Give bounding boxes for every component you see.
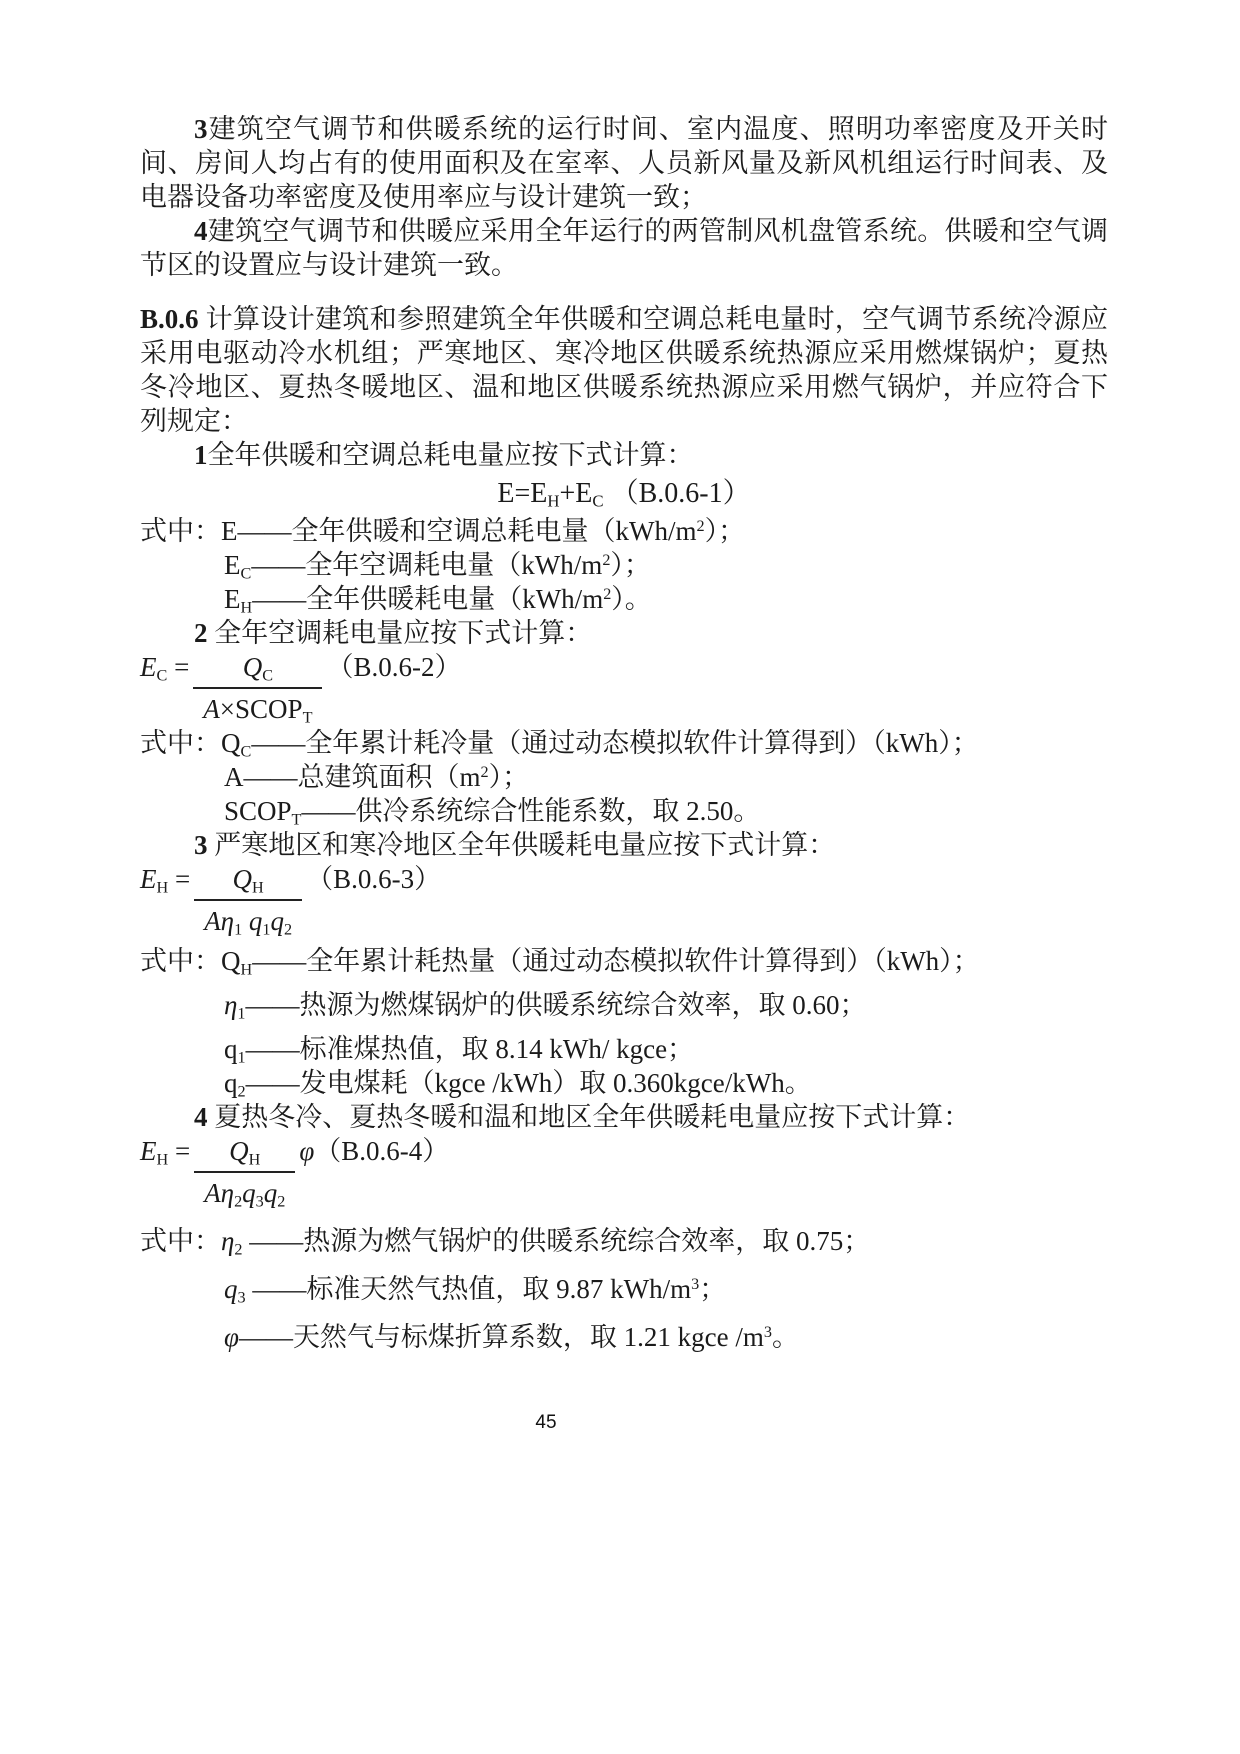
document-content bbox=[140, 112, 1108, 1354]
bold-label: B.0.6 bbox=[140, 304, 199, 334]
fraction-numerator: $Q_H$ bbox=[232, 864, 264, 897]
formula-number: （B.0.6-3） bbox=[306, 864, 442, 894]
bold-label: 3 bbox=[194, 114, 208, 144]
bold-label: 1 bbox=[194, 440, 208, 470]
fraction-numerator: $Q_C$ bbox=[242, 652, 274, 685]
fraction-denominator: $A\eta_2q_3q_2$ bbox=[194, 1171, 295, 1210]
item-3: 3 严寒地区和寒冷地区全年供暖耗电量应按下式计算： bbox=[194, 830, 836, 860]
formula-lhs: $E_H$ = bbox=[140, 1136, 191, 1169]
fraction-numerator: $Q_H$ bbox=[229, 1136, 261, 1169]
item-2: 2 全年空调耗电量应按下式计算： bbox=[194, 618, 593, 648]
bold-label: 3 bbox=[194, 830, 208, 860]
def-ec: $E_C——$全年空调耗电量$(kWh/m^2)$； bbox=[224, 550, 651, 583]
item-4: 4 夏热冬冷、夏热冬暖和温和地区全年供暖耗电量应按下式计算： bbox=[194, 1102, 971, 1132]
clause-b-0-6: B.0.6 计算设计建筑和参照建筑全年供暖和空调总耗电量时，空气调节系统冷源应采用电驱动冷水机组；严寒地区、寒冷地区供暖系统热源应采用燃煤锅炉；夏热冬冷地区、夏热冬暖地区、温和地区供暖系统热源应采用燃气锅炉，并应符合下列规定： bbox=[140, 304, 1108, 436]
fraction bbox=[193, 650, 322, 726]
formula-number: （B.0.6-2） bbox=[326, 652, 462, 682]
def-qc: 式中：$Q_C——$全年累计耗冷量（通过动态模拟软件计算得到）（kWh）； bbox=[140, 728, 979, 761]
formula-lhs: $E_H$ = bbox=[140, 864, 191, 897]
def-a: A——总建筑面积$(m^2)$； bbox=[224, 762, 530, 792]
formula-b-0-6-2 bbox=[140, 650, 1108, 726]
def-phi: φ——天然气与标煤折算系数，取 1.21 kgce $/m^3$。 bbox=[224, 1322, 800, 1352]
formula-lhs: $E_C$ = bbox=[140, 652, 190, 685]
para-item-3: 3建筑空气调节和供暖系统的运行时间、室内温度、照明功率密度及开关时间、房间人均占有的使用面积及在室率、人员新风量及新风机组运行时间表、及电器设备功率密度及使用率应与设计建筑一致； bbox=[140, 114, 1108, 212]
para-item-4: 4建筑空气调节和供暖应采用全年运行的两管制风机盘管系统。供暖和空气调节区的设置应与设计建筑一致。 bbox=[140, 216, 1108, 280]
def-q2: $q_2——$发电煤耗（kgce /kWh）取 0.360kgce/kWh。 bbox=[224, 1068, 812, 1101]
def-eta1: $\eta_1——$热源为燃煤锅炉的供暖系统综合效率，取 0.60； bbox=[224, 990, 867, 1023]
bold-label: 4 bbox=[194, 216, 208, 246]
def-qh: 式中：$Q_H——$全年累计耗热量（通过动态模拟软件计算得到）（kWh）； bbox=[140, 946, 980, 979]
formula-b-0-6-3 bbox=[140, 862, 1108, 938]
fraction bbox=[194, 862, 302, 938]
formula-number: （B.0.6-4） bbox=[314, 1136, 450, 1166]
formula-b-0-6-1: $E=E_H+E_C$ （B.0.6-1） bbox=[497, 478, 751, 511]
def-eta2: 式中：$\eta_2$ ——热源为燃气锅炉的供暖系统综合效率，取 0.75； bbox=[140, 1226, 871, 1259]
def-scopt: $SCOP_T——$供冷系统综合性能系数，取 2.50。 bbox=[224, 796, 761, 829]
page-number: 45 bbox=[535, 1412, 557, 1433]
fraction-denominator: $A\eta_1$ $q_1q_2$ bbox=[194, 899, 302, 938]
def-e: 式中：E——全年供暖和空调总耗电量$(kWh/m^2)$； bbox=[140, 516, 746, 546]
formula-suffix: φ bbox=[299, 1136, 315, 1166]
bold-label: 4 bbox=[194, 1102, 208, 1132]
def-q1: $q_1——$标准煤热值，取 8.14 kWh/ kgce； bbox=[224, 1034, 695, 1067]
def-eh: $E_H——$全年供暖耗电量$(kWh/m^2)$。 bbox=[224, 584, 652, 617]
item-1: 1全年供暖和空调总耗电量应按下式计算： bbox=[194, 440, 694, 470]
fraction-denominator: $A\times SCOP_T$ bbox=[193, 687, 322, 726]
bold-label: 2 bbox=[194, 618, 208, 648]
fraction bbox=[194, 1134, 295, 1210]
formula-b-0-6-4 bbox=[140, 1134, 1108, 1210]
def-q3: $q_3$ ——标准天然气热值，取 9.87 kWh/$m^3$； bbox=[224, 1274, 727, 1307]
